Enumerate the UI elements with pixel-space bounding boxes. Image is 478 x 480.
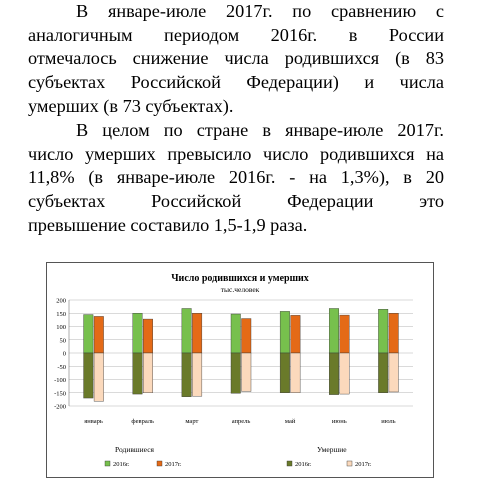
paragraph-2	[28, 119, 444, 238]
bar-births-2016-5	[329, 308, 339, 353]
chart-bars	[84, 308, 399, 401]
bar-deaths-2016-1	[133, 353, 143, 394]
y-tick-label: -50	[57, 363, 66, 371]
legend-swatch	[347, 461, 352, 466]
p2-line-2: число умерших превысило число родившихся на	[28, 143, 444, 164]
bar-births-2016-2	[182, 308, 192, 353]
bar-births-2016-3	[231, 314, 241, 353]
bar-deaths-2016-5	[329, 353, 339, 395]
y-tick-label: 100	[56, 324, 66, 331]
y-axis	[54, 298, 66, 411]
chart-grid	[69, 300, 413, 406]
bar-deaths-2017-2	[192, 353, 202, 396]
y-tick-label: -100	[54, 377, 66, 384]
bar-births-2017-3	[242, 319, 252, 353]
p1-line-3: отмечалось снижение числа родившихся (в 83	[28, 48, 444, 69]
y-tick-label: -200	[54, 403, 66, 411]
x-tick-label: апрель	[231, 418, 251, 425]
x-tick-label: январь	[84, 418, 103, 425]
x-tick-label: март	[185, 418, 199, 425]
legend-group-births: Родившиеся	[115, 445, 154, 454]
paragraph-1	[28, 0, 444, 119]
bar-births-2017-0	[94, 316, 104, 353]
bar-deaths-2016-6	[378, 353, 388, 393]
legend-label: 2016г.	[113, 461, 130, 468]
p1-line-2: аналогичным периодом 2016г. в России	[28, 24, 444, 45]
y-tick-label: 150	[56, 310, 66, 318]
bar-deaths-2016-4	[280, 353, 290, 393]
bar-births-2016-6	[378, 309, 388, 353]
legend-label: 2016г.	[295, 461, 312, 468]
legend-label: 2017г.	[355, 461, 372, 468]
bar-births-2017-2	[192, 313, 202, 353]
y-tick-label: 50	[59, 337, 66, 345]
bar-deaths-2017-6	[389, 353, 399, 392]
bar-births-2017-5	[340, 315, 350, 353]
y-tick-label: -150	[54, 390, 66, 398]
chart-title: Число родившихся и умерших	[171, 273, 309, 284]
x-tick-label: февраль	[131, 418, 155, 425]
births-deaths-chart	[47, 263, 433, 477]
legend-label: 2017г.	[165, 461, 182, 468]
p1-line-1: В январе-июле 2017г. по сравнению с	[76, 1, 444, 21]
bar-deaths-2016-3	[231, 353, 241, 393]
bar-deaths-2017-5	[340, 353, 350, 394]
bar-deaths-2017-4	[291, 353, 301, 393]
bar-deaths-2016-0	[84, 353, 94, 398]
bar-births-2017-6	[389, 313, 399, 353]
bar-births-2017-1	[143, 319, 153, 353]
chart-legend	[105, 445, 372, 468]
bar-births-2017-4	[291, 315, 301, 353]
bar-deaths-2017-3	[242, 353, 252, 391]
x-axis	[84, 418, 395, 425]
bar-deaths-2017-0	[94, 353, 104, 401]
bar-births-2016-0	[84, 315, 94, 353]
bar-deaths-2017-1	[143, 353, 153, 393]
chart-frame	[46, 262, 434, 478]
legend-swatch	[157, 461, 162, 466]
p2-line-1: В целом по стране в январе-июле 2017г.	[76, 120, 444, 140]
p1-line-5: умерших (в 73 субъектах).	[28, 95, 234, 116]
x-tick-label: май	[284, 418, 296, 425]
y-tick-label: 0	[62, 350, 66, 358]
legend-swatch	[287, 461, 292, 466]
bar-deaths-2016-2	[182, 353, 192, 397]
bar-births-2016-1	[133, 313, 143, 353]
legend-swatch	[105, 461, 110, 466]
y-tick-label: 200	[56, 297, 66, 305]
p1-line-4: субъектах Российской Федерации) и числа	[28, 72, 444, 93]
bar-births-2016-4	[280, 311, 290, 353]
chart-subtitle: тыс.человек	[220, 285, 260, 294]
x-tick-label: июль	[381, 418, 396, 425]
p2-line-4: субъектах Российской Федерации это	[28, 191, 444, 212]
p2-line-5: превышение составило 1,5-1,9 раза.	[28, 214, 308, 235]
p2-line-3: 11,8% (в январе-июле 2016г. - на 1,3%), в 20	[28, 167, 444, 188]
legend-group-deaths: Умершие	[317, 445, 347, 454]
x-tick-label: июнь	[331, 418, 347, 425]
